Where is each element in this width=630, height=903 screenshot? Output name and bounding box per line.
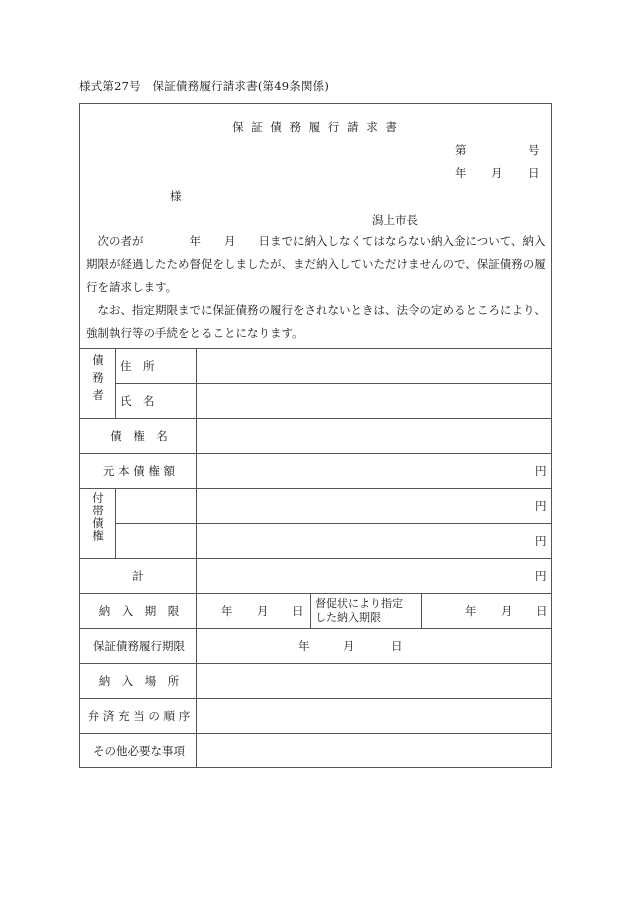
- guarantee-day: 日: [391, 639, 403, 653]
- debtor-label: 債務者: [91, 354, 105, 407]
- reminder-due-label-1: 督促状により指定: [315, 597, 403, 610]
- rule-label-column: [196, 348, 197, 767]
- claim-name-label: 債 権 名: [110, 429, 168, 443]
- total-yen: 円: [535, 569, 547, 583]
- principal-yen: 円: [535, 464, 547, 478]
- rule-ancillary-mid: [116, 523, 551, 524]
- name-label: [120, 393, 190, 409]
- due-month: 月: [257, 604, 269, 618]
- reminder-day: 日: [536, 604, 548, 618]
- reminder-due-label-2: した納入期限: [315, 611, 381, 624]
- rule-payment-place: [80, 698, 551, 699]
- rule-debtor-column: [115, 348, 116, 418]
- date-day: 日: [528, 166, 540, 180]
- rule-due-split-2: [421, 593, 422, 628]
- date-month: 月: [491, 166, 503, 180]
- ancillary-yen-1: 円: [535, 499, 547, 513]
- body-line-4: なお、指定期限までに保証債務の履行をされないときは、法令の定めるところにより、: [86, 303, 546, 317]
- rule-principal: [80, 488, 551, 489]
- guarantee-due-label: 保証債務履行期限: [93, 639, 185, 653]
- rule-ancillary-column: [115, 488, 116, 558]
- payment-place-label: 納 入 場 所: [98, 674, 180, 688]
- total-label: 計: [132, 569, 144, 583]
- rule-due-split-1: [310, 593, 311, 628]
- rule-total: [80, 593, 551, 594]
- form-caption: 様式第27号 保証債務履行請求書(第49条関係): [79, 79, 330, 93]
- rule-due-date: [80, 628, 551, 629]
- name-label-text: 氏 名: [120, 394, 155, 408]
- body-line-1: 次の者が 年 月 日までに納入しなくてはならない納入金について、納入: [86, 234, 546, 248]
- addressee-suffix: 様: [170, 189, 182, 203]
- address-label: [120, 358, 190, 374]
- due-date-label: 納 入 期 限: [98, 604, 180, 618]
- issuer-name: 潟上市長: [372, 213, 418, 227]
- allocation-order-label: 弁 済 充 当 の 順 序: [87, 709, 191, 723]
- address-label-text: 住 所: [120, 359, 155, 373]
- rule-guarantee-due: [80, 663, 551, 664]
- guarantee-month: 月: [343, 639, 355, 653]
- reminder-month: 月: [501, 604, 513, 618]
- rule-allocation: [80, 733, 551, 734]
- form-title: 保 証 債 務 履 行 請 求 書: [232, 120, 399, 134]
- rule-table-top: [80, 348, 551, 349]
- principal-label: 元 本 債 権 額: [102, 464, 176, 478]
- due-year: 年: [221, 604, 233, 618]
- due-day: 日: [292, 604, 304, 618]
- body-line-2: 期限が経過したため督促をしましたが、まだ納入していただけませんので、保証債務の履: [86, 257, 546, 271]
- body-line-3: 行を請求します。: [86, 280, 178, 294]
- form-frame: [79, 103, 552, 768]
- number-suffix: 号: [528, 143, 540, 157]
- rule-ancillary: [80, 558, 551, 559]
- rule-address: [116, 383, 551, 384]
- other-matters-label: その他必要な事項: [93, 744, 185, 758]
- body-line-5: 強制執行等の手続をとることになります。: [86, 326, 304, 340]
- ancillary-label: 付帯債権: [91, 492, 105, 542]
- number-prefix: 第: [455, 143, 467, 157]
- guarantee-year: 年: [298, 639, 310, 653]
- ancillary-yen-2: 円: [535, 534, 547, 548]
- date-year: 年: [455, 166, 467, 180]
- rule-claim-name: [80, 453, 551, 454]
- rule-debtor: [80, 418, 551, 419]
- reminder-year: 年: [465, 604, 477, 618]
